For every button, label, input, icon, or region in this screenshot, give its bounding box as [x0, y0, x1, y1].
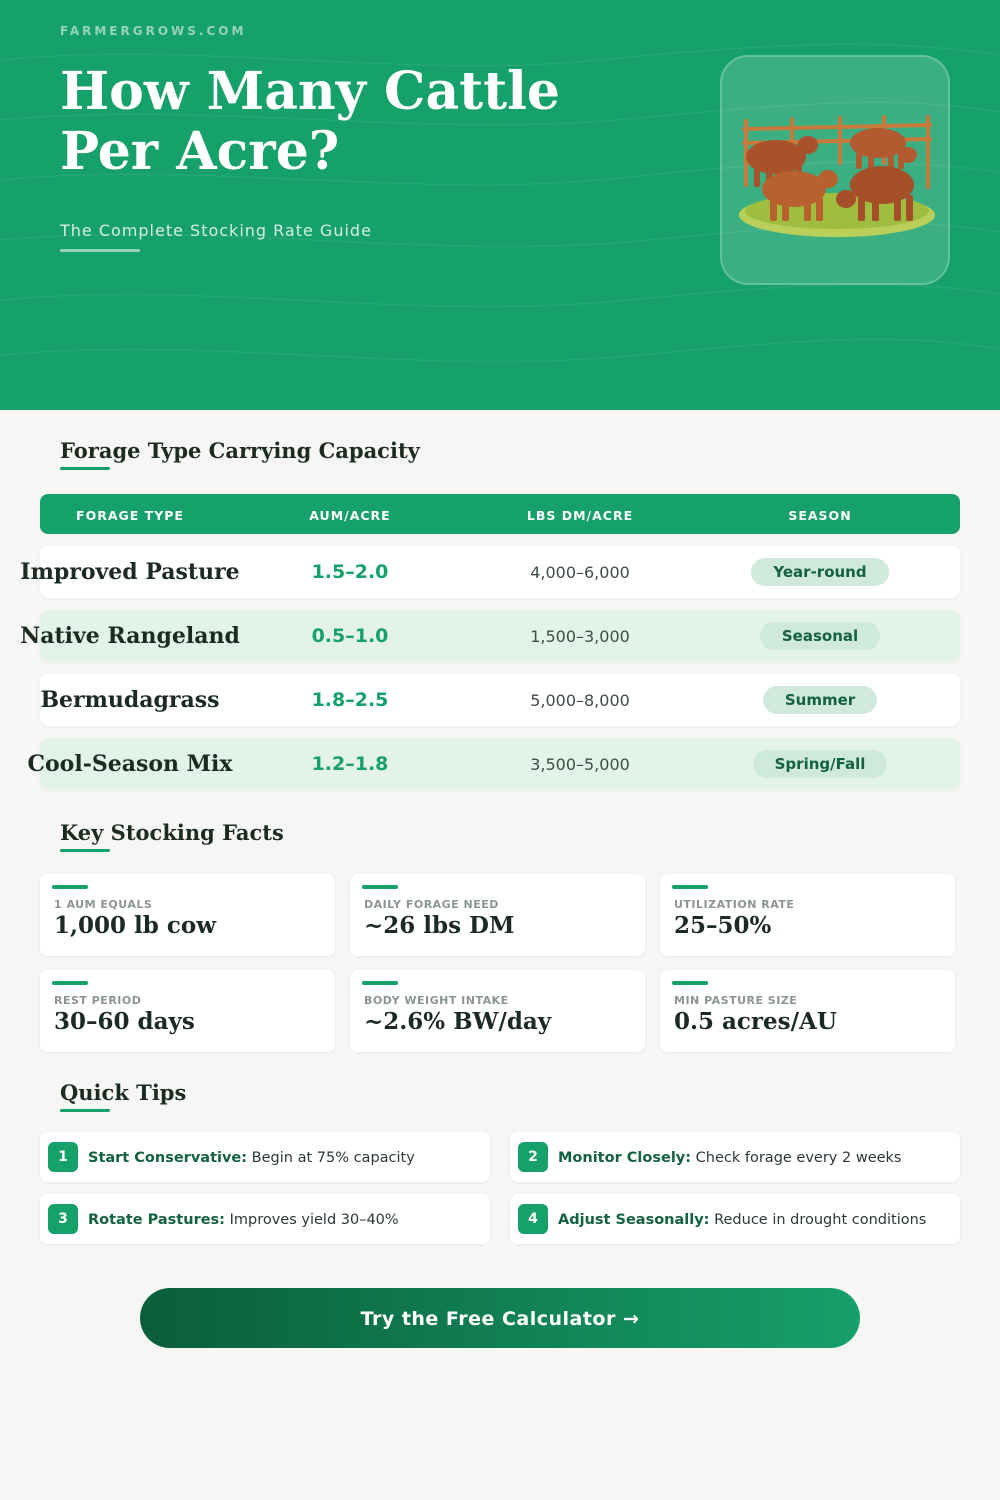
fact-card [350, 970, 645, 1052]
forage-heading-bar [60, 467, 110, 470]
lbs-value: 1,500–3,000 [530, 627, 630, 646]
forage-name: Bermudagrass [40, 687, 220, 713]
season-cell [720, 558, 920, 586]
tip-text [88, 1132, 415, 1182]
season-badge: Spring/Fall [753, 750, 888, 778]
calculator-cta-button[interactable]: Try the Free Calculator → [140, 1288, 860, 1348]
season-badge: Seasonal [760, 622, 880, 650]
fact-card [660, 874, 955, 956]
fact-card [40, 874, 335, 956]
fact-accent-bar [362, 981, 398, 985]
tips-heading-bar [60, 1109, 110, 1112]
forage-name: Native Rangeland [20, 623, 240, 649]
fact-label: BODY WEIGHT INTAKE [364, 994, 509, 1007]
tip-number-badge: 1 [48, 1142, 78, 1172]
page-title [60, 62, 680, 182]
fact-accent-bar [52, 885, 88, 889]
lbs-value: 3,500–5,000 [530, 755, 630, 774]
fact-accent-bar [52, 981, 88, 985]
tip-text [558, 1194, 926, 1244]
season-badge: Summer [763, 686, 877, 714]
tip-body: Reduce in drought conditions [709, 1212, 927, 1228]
forage-table-header [40, 494, 960, 534]
season-cell [720, 686, 920, 714]
season-cell [720, 622, 920, 650]
tip-card [40, 1194, 490, 1244]
aum-value: 0.5–1.0 [311, 625, 389, 647]
tip-number-badge: 4 [518, 1204, 548, 1234]
fact-value: 30–60 days [54, 1008, 195, 1035]
forage-heading: Forage Type Carrying Capacity [60, 438, 420, 463]
tip-text [558, 1132, 902, 1182]
fact-value: ~2.6% BW/day [364, 1008, 552, 1035]
fact-card [350, 874, 645, 956]
lbs-value: 5,000–8,000 [530, 691, 630, 710]
fact-label: UTILIZATION RATE [674, 898, 795, 911]
fact-label: MIN PASTURE SIZE [674, 994, 798, 1007]
hero-header [0, 0, 1000, 410]
hero-image-card [720, 55, 950, 285]
fact-accent-bar [362, 885, 398, 889]
fact-value: 25–50% [674, 912, 772, 939]
tip-body: Improves yield 30–40% [224, 1212, 399, 1228]
fact-value: ~26 lbs DM [364, 912, 515, 939]
season-cell [720, 750, 920, 778]
tips-heading: Quick Tips [60, 1080, 187, 1105]
fact-accent-bar [672, 885, 708, 889]
forage-name: Improved Pasture [20, 559, 240, 585]
season-badge: Year-round [751, 558, 888, 586]
tip-title: Monitor Closely: [558, 1150, 692, 1166]
aum-value: 1.2–1.8 [311, 753, 389, 775]
title-line-2: Per Acre? [60, 121, 340, 182]
tip-title: Start Conservative: [88, 1150, 248, 1166]
tip-card [510, 1194, 960, 1244]
subtitle-underline [60, 249, 140, 252]
forage-name: Cool-Season Mix [27, 751, 233, 777]
tip-number-badge: 3 [48, 1204, 78, 1234]
fact-card [660, 970, 955, 1052]
fact-label: 1 AUM EQUALS [54, 898, 153, 911]
table-row [20, 610, 960, 662]
tip-title: Adjust Seasonally: [558, 1212, 710, 1228]
fact-card [40, 970, 335, 1052]
tip-body: Check forage every 2 weeks [691, 1150, 902, 1166]
col-aum: AUM/ACRE [309, 508, 391, 523]
site-name: FARMERGROWS.COM [60, 24, 247, 38]
table-row [27, 738, 960, 790]
col-season: SEASON [788, 508, 852, 523]
fact-value: 0.5 acres/AU [674, 1008, 837, 1035]
fact-label: DAILY FORAGE NEED [364, 898, 499, 911]
tip-card [510, 1132, 960, 1182]
tip-number-badge: 2 [518, 1142, 548, 1172]
title-line-1: How Many Cattle [60, 61, 561, 122]
fact-accent-bar [672, 981, 708, 985]
aum-value: 1.8–2.5 [311, 689, 389, 711]
aum-value: 1.5–2.0 [311, 561, 389, 583]
facts-heading-bar [60, 849, 110, 852]
table-row [20, 546, 960, 598]
fact-label: REST PERIOD [54, 994, 142, 1007]
tip-text [88, 1194, 399, 1244]
facts-heading: Key Stocking Facts [60, 820, 284, 845]
fact-value: 1,000 lb cow [54, 912, 216, 939]
tip-title: Rotate Pastures: [88, 1212, 225, 1228]
tip-body: Begin at 75% capacity [247, 1150, 415, 1166]
tip-card [40, 1132, 490, 1182]
lbs-value: 4,000–6,000 [530, 563, 630, 582]
cattle-herd-illustration [734, 107, 940, 247]
page-subtitle: The Complete Stocking Rate Guide [60, 221, 372, 240]
table-row [40, 674, 960, 726]
col-lbs: LBS DM/ACRE [526, 508, 634, 523]
col-forage-type: FORAGE TYPE [76, 508, 184, 523]
